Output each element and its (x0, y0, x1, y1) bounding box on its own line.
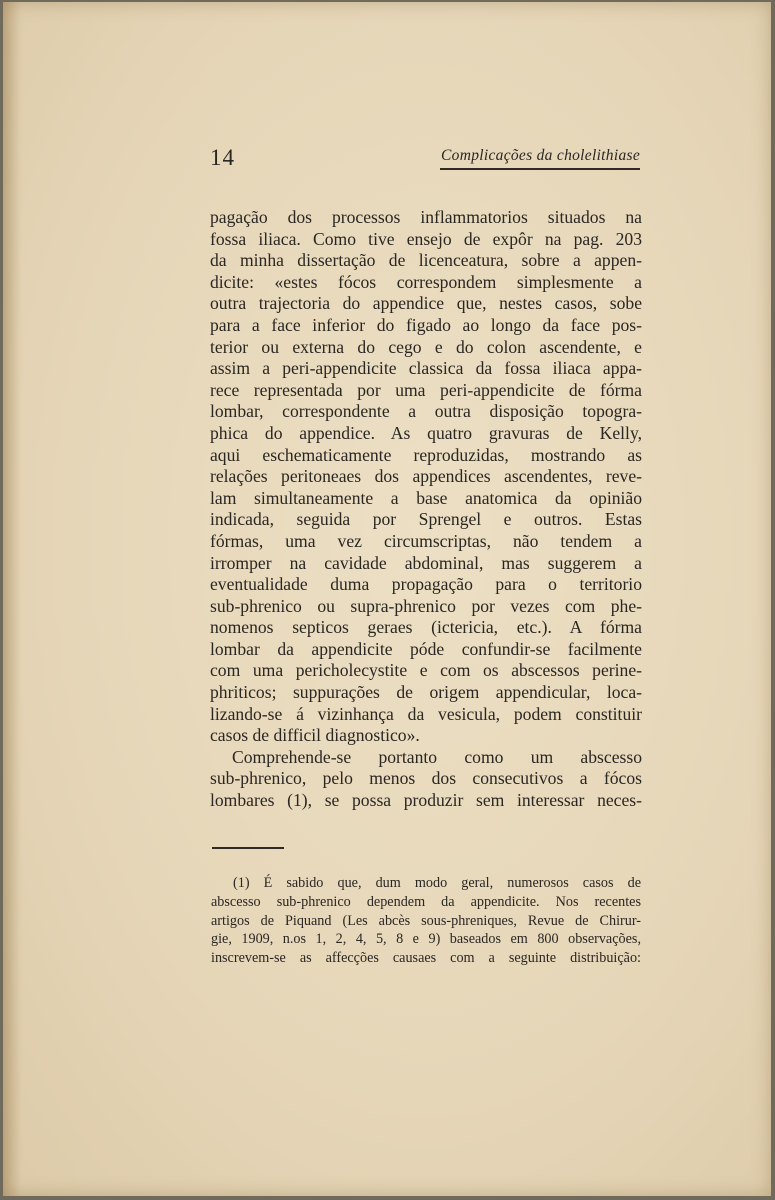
book-page (3, 2, 771, 1196)
body-line: fossa iliaca. Como tive ensejo de expôr na pag. 203 (210, 228, 642, 249)
body-line: lizando-se á vizinhança da vesicula, podem constituir (210, 703, 642, 724)
body-line: lombares (1), se possa produzir sem interessar neces- (210, 790, 642, 811)
body-line: phriticos; suppurações de origem appendicular, loca- (210, 682, 642, 703)
footnote-line: gie, 1909, n.os 1, 2, 4, 5, 8 e 9) baseados em 800 observações, (211, 931, 641, 948)
body-line: indicada, seguida por Sprengel e outros. Estas (210, 509, 642, 530)
body-line: assim a peri-appendicite classica da fossa iliaca appa- (210, 358, 642, 379)
header-rule (440, 168, 640, 170)
body-line: sub-phrenico, pelo menos dos consecutivos a fócos (210, 768, 642, 789)
body-line: rece representada por uma peri-appendicite de fórma (210, 379, 642, 400)
body-text (210, 207, 642, 812)
body-line: casos de difficil diagnostico». (210, 725, 420, 746)
body-line: para a face inferior do figado ao longo da face pos- (210, 314, 642, 335)
body-line: lombar da appendicite póde confundir-se facilmente (210, 638, 642, 659)
body-line: com uma pericholecystite e com os abscessos perine- (210, 660, 642, 681)
page-number: 14 (210, 145, 235, 170)
footnote-rule (212, 847, 284, 849)
body-line: fórmas, uma vez circumscriptas, não tendem a (210, 530, 642, 551)
body-line: lam simultaneamente a base anatomica da opinião (210, 487, 642, 508)
body-line: eventualidade duma propagação para o territorio (210, 574, 642, 595)
body-line: sub-phrenico ou supra-phrenico por vezes com phe- (210, 595, 642, 616)
page-edge-shading (3, 2, 21, 1196)
body-line: outra trajectoria do appendice que, nestes casos, sobe (210, 293, 642, 314)
body-line: irromper na cavidade abdominal, mas suggerem a (210, 552, 642, 573)
body-line: relações peritoneaes dos appendices ascendentes, reve- (210, 466, 642, 487)
footnote-line: (1) É sabido que, dum modo geral, numerosos casos de (233, 875, 641, 891)
paragraph-start-line: Comprehende-se portanto como um abscesso (232, 746, 642, 767)
body-line: da minha dissertação de licenceatura, sobre a appen- (210, 250, 642, 271)
footnote (211, 874, 641, 968)
body-line: lombar, correspondente a outra disposição topogra- (210, 401, 642, 422)
running-title: Complicações da cholelithiase (441, 147, 640, 164)
body-line: phica do appendice. As quatro gravuras de Kelly, (210, 422, 642, 443)
body-line: dicite: «estes fócos correspondem simplesmente a (210, 271, 642, 292)
body-line: nomenos septicos geraes (ictericia, etc.). A fórma (210, 617, 642, 638)
footnote-line: abscesso sub-phrenico dependem da appendicite. Nos recentes (211, 893, 641, 910)
footnote-line: artigos de Piquand (Les abcès sous-phreniques, Revue de Chirur- (211, 912, 641, 929)
body-line: pagação dos processos inflammatorios situados na (210, 207, 642, 227)
body-line: terior ou externa do cego e do colon ascendente, e (210, 336, 642, 357)
body-line: aqui eschematicamente reproduzidas, mostrando as (210, 444, 642, 465)
footnote-line: inscrevem-se as affecções causaes com a seguinte distribuição: (211, 950, 641, 967)
